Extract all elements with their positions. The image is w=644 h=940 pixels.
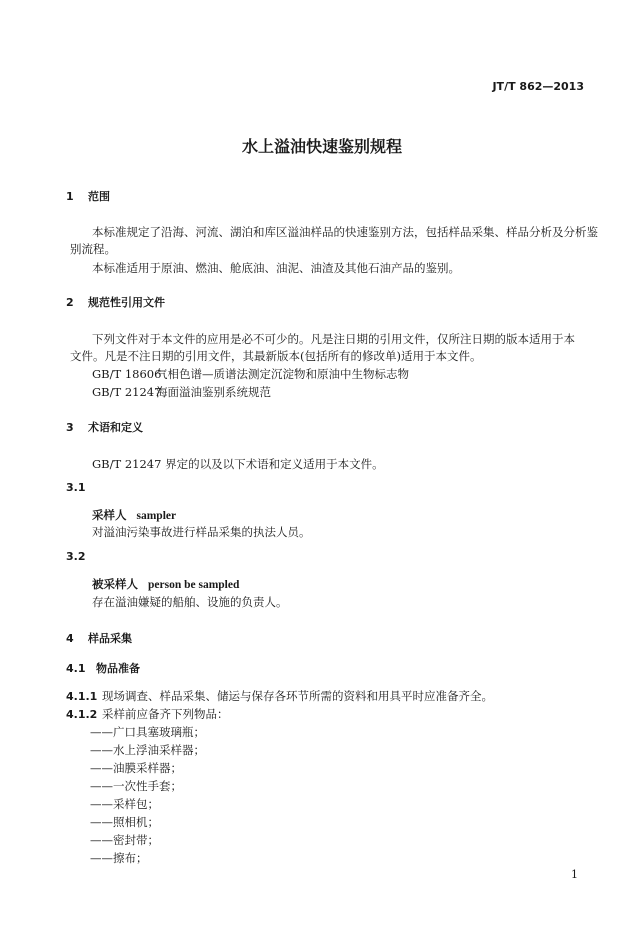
reference-code: GB/T 21247 (92, 385, 162, 399)
paragraph: 本标准适用于原油、燃油、舱底油、油泥、油渣及其他石油产品的鉴别。 (92, 261, 460, 275)
clause-text: 采样前应备齐下列物品： (102, 707, 229, 721)
standard-code: JT/T 862—2013 (492, 80, 584, 93)
list-item: ——一次性手套； (90, 779, 182, 793)
paragraph-line: 别流程。 (70, 242, 116, 256)
section-number: 3 (66, 421, 74, 434)
term-cn: 被采样人 (92, 577, 138, 591)
document-title: 水上溢油快速鉴别规程 (241, 137, 402, 156)
section-title: 样品采集 (88, 632, 132, 645)
term-heading (92, 507, 176, 523)
clause-text: 现场调查、样品采集、储运与保存各环节所需的资料和用具平时应准备齐全。 (102, 689, 493, 703)
page-number: 1 (571, 868, 578, 881)
term-en: sampler (136, 510, 177, 522)
section-title: 术语和定义 (88, 421, 143, 434)
term-number: 3.2 (66, 550, 86, 563)
list-item: ——油膜采样器； (90, 761, 182, 775)
section-2-heading (66, 294, 165, 310)
normative-reference (92, 366, 409, 382)
list-item: ——水上浮油采样器； (90, 743, 205, 757)
subsection-4-1-heading (66, 660, 140, 676)
normative-reference (92, 384, 271, 400)
clause (66, 706, 229, 722)
clause (66, 688, 493, 704)
subsection-title: 物品准备 (96, 662, 140, 675)
list-item: ——密封带； (90, 833, 159, 847)
term-definition: 对溢油污染事故进行样品采集的执法人员。 (92, 525, 311, 539)
section-1-heading (66, 188, 110, 204)
section-number: 1 (66, 190, 74, 203)
term-cn: 采样人 (92, 508, 127, 522)
paragraph-line: 文件。凡是不注日期的引用文件，其最新版本(包括所有的修改单)适用于本文件。 (70, 349, 482, 363)
list-item: ——照相机； (90, 815, 159, 829)
list-item: ——广口具塞玻璃瓶； (90, 725, 205, 739)
paragraph: GB/T 21247 界定的以及以下术语和定义适用于本文件。 (92, 457, 384, 471)
term-number: 3.1 (66, 481, 86, 494)
section-4-heading (66, 630, 132, 646)
clause-number: 4.1.1 (66, 690, 98, 703)
section-number: 2 (66, 296, 74, 309)
subsection-number: 4.1 (66, 662, 86, 675)
list-item: ——擦布； (90, 851, 148, 865)
paragraph-line: 本标准规定了沿海、河流、湖泊和库区溢油样品的快速鉴别方法，包括样品采集、样品分析及分析鉴 (92, 225, 598, 239)
section-title: 范围 (88, 190, 110, 203)
term-heading (92, 576, 239, 592)
section-title: 规范性引用文件 (88, 296, 165, 309)
reference-title: 海面溢油鉴别系统规范 (156, 385, 271, 399)
paragraph-line: 下列文件对于本文件的应用是必不可少的。凡是注日期的引用文件，仅所注日期的版本适用于本 (92, 332, 575, 346)
clause-number: 4.1.2 (66, 708, 98, 721)
reference-code: GB/T 18606 (92, 367, 162, 381)
section-3-heading (66, 419, 143, 435)
list-item: ——采样包； (90, 797, 159, 811)
term-en: person be sampled (148, 579, 240, 591)
term-definition: 存在溢油嫌疑的船舶、设施的负责人。 (92, 595, 288, 609)
reference-title: 气相色谱—质谱法测定沉淀物和原油中生物标志物 (156, 367, 409, 381)
section-number: 4 (66, 632, 74, 645)
